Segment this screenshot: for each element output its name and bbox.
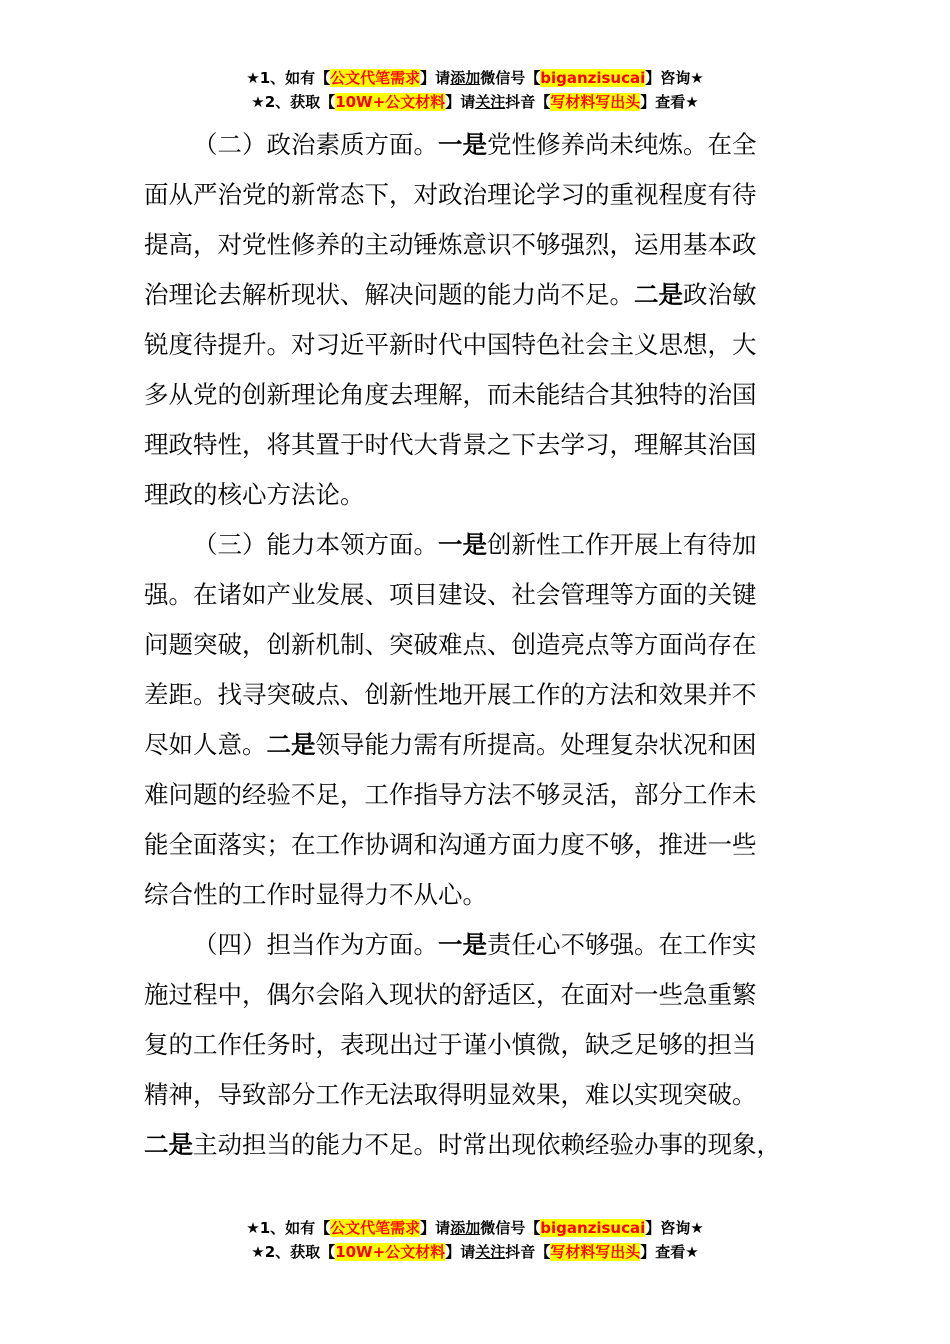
text-line [144,770,794,820]
banner-highlight: 公文代笔需求 [330,1219,421,1237]
banner-highlight: biganzisucai [540,1219,646,1237]
text-line [144,520,794,570]
text-line [144,1120,794,1170]
text-segment: 创新性工作开展上有待加 [487,530,757,559]
banner-text: ★2、获取【 [251,93,336,111]
banner-highlight: biganzisucai [540,69,646,87]
text-line [144,720,794,770]
banner-text: ★1、如有【 [246,69,331,87]
text-line [144,220,794,270]
banner-highlight: 写材料写出头 [550,93,641,111]
text-segment: 锐度待提升。对习近平新时代中国特色社会主义思想，大 [144,330,757,359]
bold-marker: 二是 [634,280,683,309]
text-segment: 综合性的工作时显得力不从心。 [144,880,487,909]
text-segment: 治理论去解析现状、解决问题的能力尚不足。 [144,280,634,309]
bold-marker: 一是 [438,930,487,959]
banner-line-2 [0,90,950,114]
text-segment: 理政的核心方法论。 [144,480,365,509]
banner-text: 】查看★ [640,93,699,111]
bold-marker: 二是 [144,1130,193,1159]
text-segment: 尽如人意。 [144,730,267,759]
paragraph [144,520,794,920]
text-segment: 党性修养尚未纯炼。在全 [487,130,757,159]
banner-highlight: 写材料写出头 [550,1243,641,1261]
document-body [144,120,794,1170]
banner-text: 】咨询★ [645,1219,704,1237]
banner-underline: 关注 [475,1243,506,1261]
text-segment: 强。在诸如产业发展、项目建设、社会管理等方面的关键 [144,580,757,609]
text-segment: （三）能力本领方面。 [193,530,438,559]
text-segment: 提高，对党性修养的主动锤炼意识不够强烈，运用基本政 [144,230,757,259]
banner-highlight: 公文代笔需求 [330,69,421,87]
text-line [144,270,794,320]
text-segment: 施过程中，偶尔会陷入现状的舒适区，在面对一些急重繁 [144,980,757,1009]
text-line [144,1020,794,1070]
banner-line-1 [0,66,950,90]
banner-line-1 [0,1216,950,1240]
paragraph [144,120,794,520]
text-line [144,570,794,620]
banner-text: 】查看★ [640,1243,699,1261]
banner-text: ★2、获取【 [251,1243,336,1261]
text-line [144,420,794,470]
banner-underline: 关注 [475,93,506,111]
text-segment: 面从严治党的新常态下，对政治理论学习的重视程度有待 [144,180,757,209]
banner-text: 抖音【 [505,93,551,111]
banner-line-2 [0,1240,950,1264]
paragraph [144,920,794,1170]
banner-text: 】请 [445,1243,476,1261]
banner-text: 】咨询★ [645,69,704,87]
text-segment: 主动担当的能力不足。时常出现依赖经验办事的现象， [193,1130,781,1159]
text-segment: 多从党的创新理论角度去理解，而未能结合其独特的治国 [144,380,757,409]
text-segment: （四）担当作为方面。 [193,930,438,959]
banner-text: 抖音【 [505,1243,551,1261]
text-segment: 精神，导致部分工作无法取得明显效果，难以实现突破。 [144,1080,757,1109]
banner-text: 微信号【 [480,1219,541,1237]
text-line [144,120,794,170]
text-segment: 政治敏 [683,280,757,309]
text-line [144,470,794,520]
text-segment: 理政特性，将其置于时代大背景之下去学习，理解其治国 [144,430,757,459]
text-segment: 差距。找寻突破点、创新性地开展工作的方法和效果并不 [144,680,757,709]
bold-marker: 一是 [438,130,487,159]
text-segment: （二）政治素质方面。 [193,130,438,159]
text-line [144,920,794,970]
text-line [144,670,794,720]
banner-highlight: 10W+公文材料 [335,1243,446,1261]
text-line [144,870,794,920]
text-segment: 复的工作任务时，表现出过于谨小慎微，缺乏足够的担当 [144,1030,757,1059]
bold-marker: 一是 [438,530,487,559]
text-line [144,170,794,220]
banner-underline: 添加 [450,69,481,87]
bold-marker: 二是 [266,730,316,759]
banner-text: 】请 [420,69,451,87]
text-segment: 领导能力需有所提高。处理复杂状况和困 [315,730,757,759]
text-segment: 责任心不够强。在工作实 [487,930,757,959]
text-line [144,820,794,870]
text-line [144,1070,794,1120]
text-segment: 能全面落实；在工作协调和沟通方面力度不够，推进一些 [144,830,757,859]
banner-text: 】请 [445,93,476,111]
text-line [144,620,794,670]
banner-text: 微信号【 [480,69,541,87]
text-line [144,970,794,1020]
text-segment: 问题突破，创新机制、突破难点、创造亮点等方面尚存在 [144,630,757,659]
text-line [144,370,794,420]
text-segment: 难问题的经验不足，工作指导方法不够灵活，部分工作未 [144,780,757,809]
banner-text: ★1、如有【 [246,1219,331,1237]
header-banner [0,66,950,114]
banner-underline: 添加 [450,1219,481,1237]
footer-banner [0,1216,950,1264]
text-line [144,320,794,370]
banner-highlight: 10W+公文材料 [335,93,446,111]
banner-text: 】请 [420,1219,451,1237]
